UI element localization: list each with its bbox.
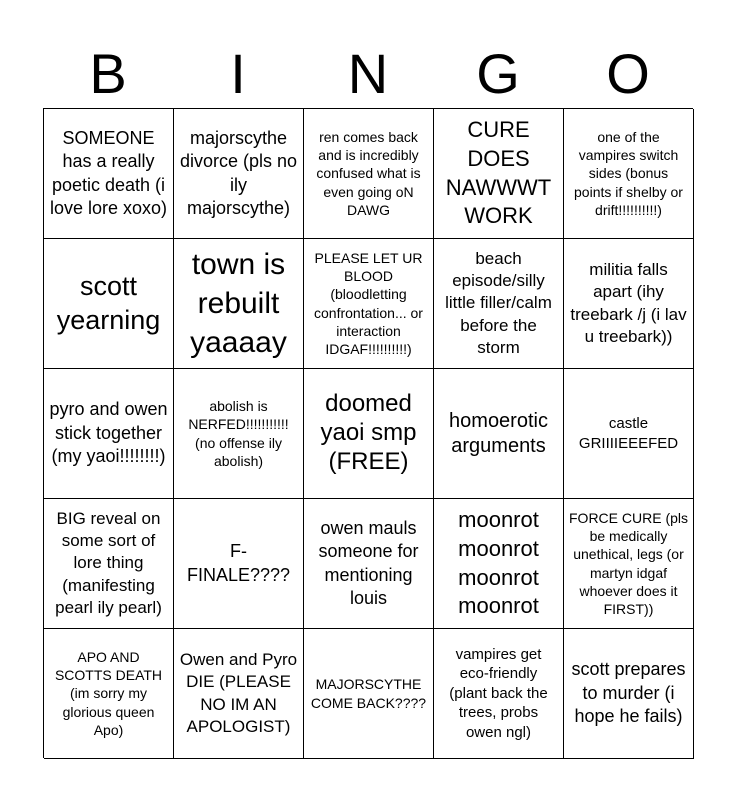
bingo-cell[interactable]: homoerotic arguments [434, 369, 564, 499]
bingo-grid [43, 108, 693, 758]
bingo-cell[interactable]: abolish is NERFED!!!!!!!!!!! (no offense ily abolish) [174, 369, 304, 499]
bingo-cell[interactable]: BIG reveal on some sort of lore thing (manifesting pearl ily pearl) [44, 499, 174, 629]
bingo-cell[interactable]: Owen and Pyro DIE (PLEASE NO IM AN APOLOGIST) [174, 629, 304, 759]
bingo-cell[interactable]: militia falls apart (ihy treebark /j (i lav u treebark)) [564, 239, 694, 369]
bingo-cell[interactable]: town is rebuilt yaaaay [174, 239, 304, 369]
bingo-cell[interactable]: castle GRIIIIEEEFED [564, 369, 694, 499]
bingo-cell[interactable]: PLEASE LET UR BLOOD (bloodletting confrontation... or interaction IDGAF!!!!!!!!!!) [304, 239, 434, 369]
bingo-cell[interactable]: MAJORSCYTHE COME BACK???? [304, 629, 434, 759]
bingo-cell[interactable]: ren comes back and is incredibly confused what is even going oN DAWG [304, 109, 434, 239]
bingo-cell[interactable]: one of the vampires switch sides (bonus points if shelby or drift!!!!!!!!!!) [564, 109, 694, 239]
bingo-cell[interactable]: scott prepares to murder (i hope he fails) [564, 629, 694, 759]
bingo-cell[interactable]: SOMEONE has a really poetic death (i love lore xoxo) [44, 109, 174, 239]
bingo-cell[interactable]: owen mauls someone for mentioning louis [304, 499, 434, 629]
bingo-cell[interactable]: scott yearning [44, 239, 174, 369]
bingo-cell[interactable]: vampires get eco-friendly (plant back the trees, probs owen ngl) [434, 629, 564, 759]
bingo-header [43, 40, 693, 108]
header-letter-n: N [347, 42, 389, 105]
header-letter-o: O [606, 42, 650, 105]
bingo-cell[interactable]: FORCE CURE (pls be medically unethical, legs (or martyn idgaf whoever does it FIRST)) [564, 499, 694, 629]
bingo-cell[interactable]: F-FINALE???? [174, 499, 304, 629]
bingo-cell[interactable]: doomed yaoi smp (FREE) [304, 369, 434, 499]
header-letter-b: B [89, 42, 127, 105]
bingo-cell[interactable]: APO AND SCOTTS DEATH (im sorry my glorious queen Apo) [44, 629, 174, 759]
bingo-cell[interactable]: pyro and owen stick together (my yaoi!!!!!!!!) [44, 369, 174, 499]
header-letter-g: G [476, 42, 520, 105]
bingo-cell[interactable]: moonrot moonrot moonrot moonrot [434, 499, 564, 629]
header-letter-i: I [230, 42, 246, 105]
bingo-cell[interactable]: majorscythe divorce (pls no ily majorscythe) [174, 109, 304, 239]
bingo-cell[interactable]: CURE DOES NAWWWT WORK [434, 109, 564, 239]
bingo-cell[interactable]: beach episode/silly little filler/calm before the storm [434, 239, 564, 369]
